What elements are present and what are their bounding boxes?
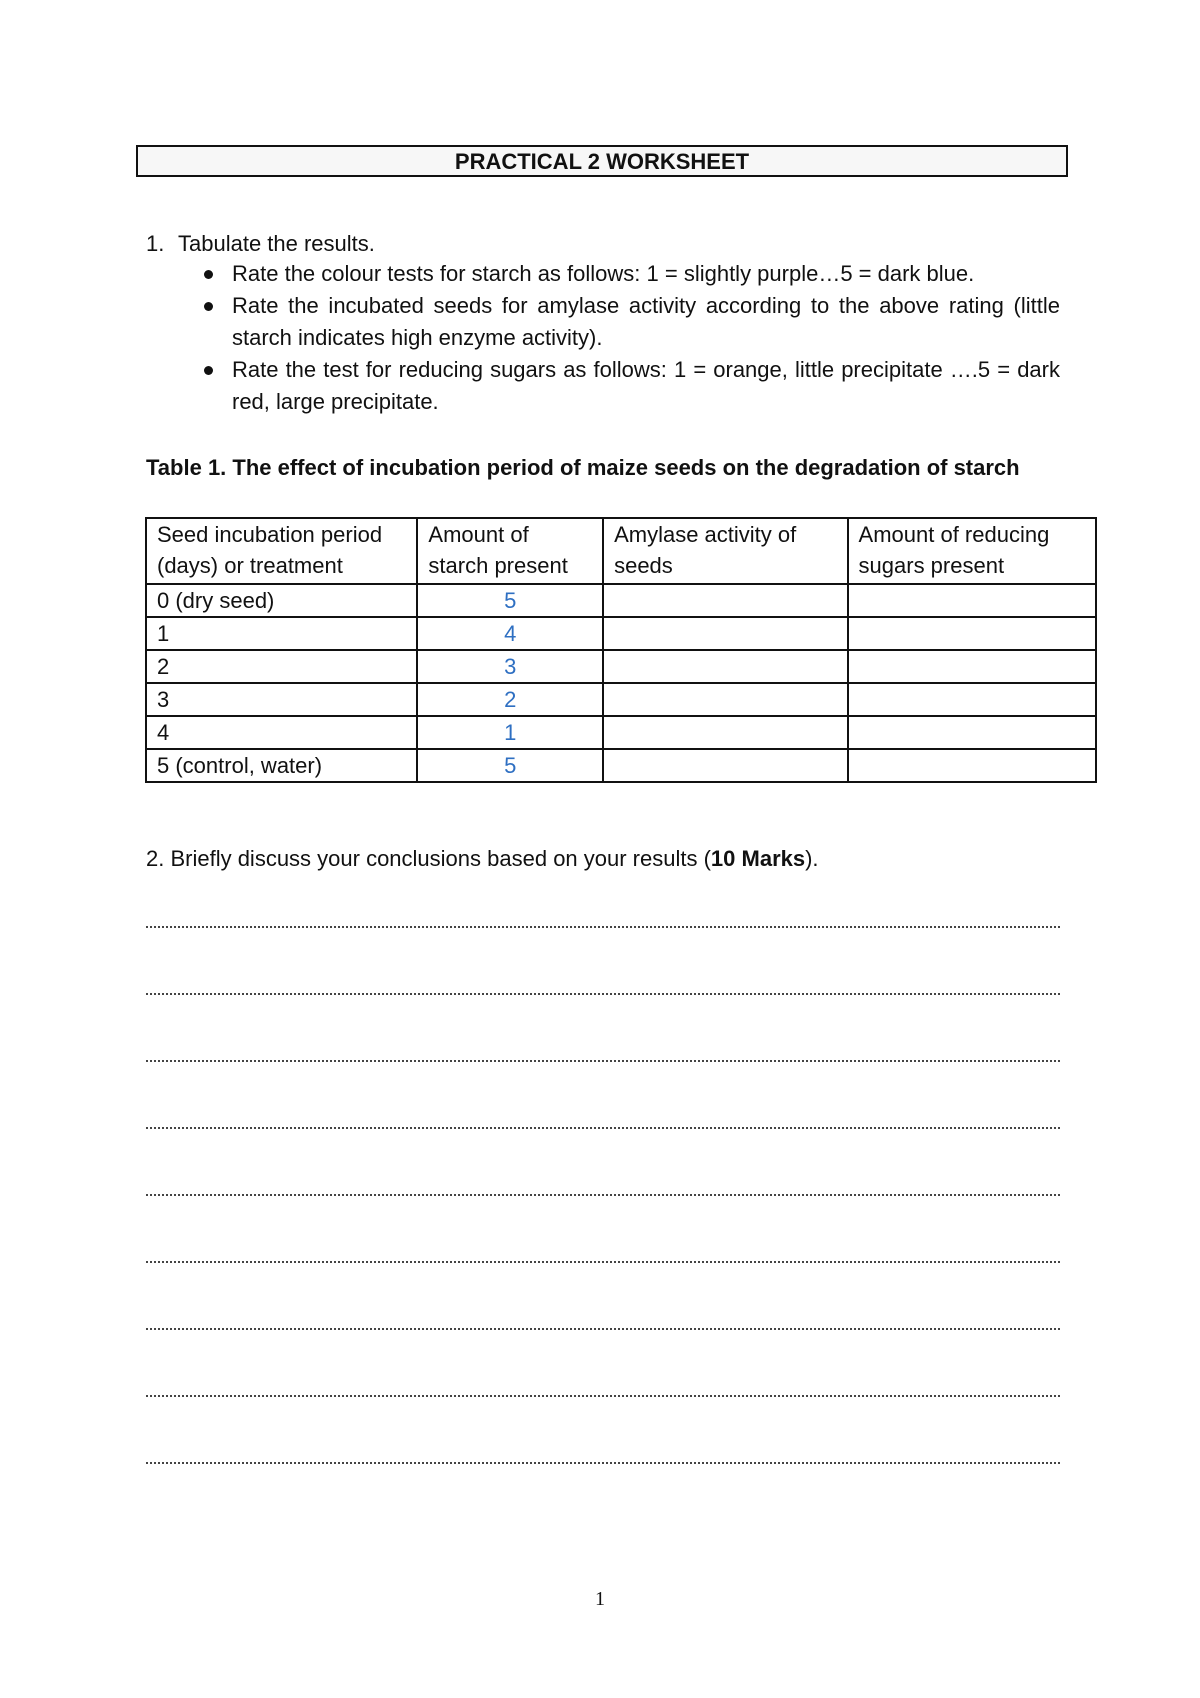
page-number: 1 — [595, 1588, 605, 1610]
bullet-icon — [204, 270, 213, 279]
cell-treatment: 0 (dry seed) — [146, 584, 417, 617]
answer-line[interactable] — [146, 915, 1060, 928]
question-2-text: 2. Briefly discuss your conclusions based on your results ( — [146, 846, 711, 871]
cell-treatment: 3 — [146, 683, 417, 716]
cell-sugars[interactable] — [848, 617, 1096, 650]
cell-treatment: 1 — [146, 617, 417, 650]
answer-line[interactable] — [146, 1116, 1060, 1129]
header-sugars: Amount of reducing sugars present — [848, 518, 1096, 584]
answer-line[interactable] — [146, 1384, 1060, 1397]
cell-amylase[interactable] — [603, 716, 847, 749]
answer-line[interactable] — [146, 1183, 1060, 1196]
question-2-marks: 10 Marks — [710, 846, 806, 871]
cell-treatment: 4 — [146, 716, 417, 749]
answer-line[interactable] — [146, 982, 1060, 995]
instruction-item: Rate the incubated seeds for amylase activity according to the above rating (little starch indicates high enzyme activity). — [200, 290, 1060, 354]
table-row — [146, 617, 1096, 650]
worksheet-title: PRACTICAL 2 WORKSHEET — [136, 145, 1068, 177]
header-starch: Amount of starch present — [417, 518, 603, 584]
cell-sugars[interactable] — [848, 584, 1096, 617]
cell-starch: 4 — [417, 617, 603, 650]
instruction-item: Rate the test for reducing sugars as follows: 1 = orange, little precipitate ….5 = dark red, large precipitate. — [200, 354, 1060, 418]
answer-lines[interactable] — [146, 915, 1060, 1518]
cell-amylase[interactable] — [603, 683, 847, 716]
table-row — [146, 683, 1096, 716]
question-2-suffix: ). — [805, 846, 819, 871]
cell-sugars[interactable] — [848, 716, 1096, 749]
table-row — [146, 716, 1096, 749]
answer-line[interactable] — [146, 1250, 1060, 1263]
cell-starch: 3 — [417, 650, 603, 683]
cell-starch: 2 — [417, 683, 603, 716]
table-header-row — [146, 518, 1096, 584]
table-row — [146, 749, 1096, 782]
header-treatment: Seed incubation period (days) or treatment — [146, 518, 417, 584]
results-table — [145, 517, 1097, 783]
table-row — [146, 650, 1096, 683]
question-2 — [146, 843, 819, 875]
instruction-item: Rate the colour tests for starch as follows: 1 = slightly purple…5 = dark blue. — [200, 258, 1060, 290]
bullet-icon — [204, 302, 213, 311]
cell-starch: 5 — [417, 584, 603, 617]
header-amylase: Amylase activity of seeds — [603, 518, 847, 584]
cell-sugars[interactable] — [848, 683, 1096, 716]
cell-amylase[interactable] — [603, 584, 847, 617]
cell-starch: 1 — [417, 716, 603, 749]
cell-amylase[interactable] — [603, 617, 847, 650]
question-1-text: Tabulate the results. — [178, 231, 375, 256]
cell-treatment: 5 (control, water) — [146, 749, 417, 782]
answer-line[interactable] — [146, 1317, 1060, 1330]
cell-starch: 5 — [417, 749, 603, 782]
table-row — [146, 584, 1096, 617]
instruction-list — [200, 258, 1060, 418]
cell-treatment: 2 — [146, 650, 417, 683]
cell-sugars[interactable] — [848, 650, 1096, 683]
cell-amylase[interactable] — [603, 650, 847, 683]
answer-line[interactable] — [146, 1049, 1060, 1062]
bullet-icon — [204, 366, 213, 375]
answer-line[interactable] — [146, 1451, 1060, 1464]
cell-sugars[interactable] — [848, 749, 1096, 782]
question-1 — [146, 228, 375, 260]
table-caption: Table 1. The effect of incubation period of maize seeds on the degradation of starch — [146, 455, 1020, 480]
cell-amylase[interactable] — [603, 749, 847, 782]
question-1-number: 1. — [146, 231, 165, 256]
